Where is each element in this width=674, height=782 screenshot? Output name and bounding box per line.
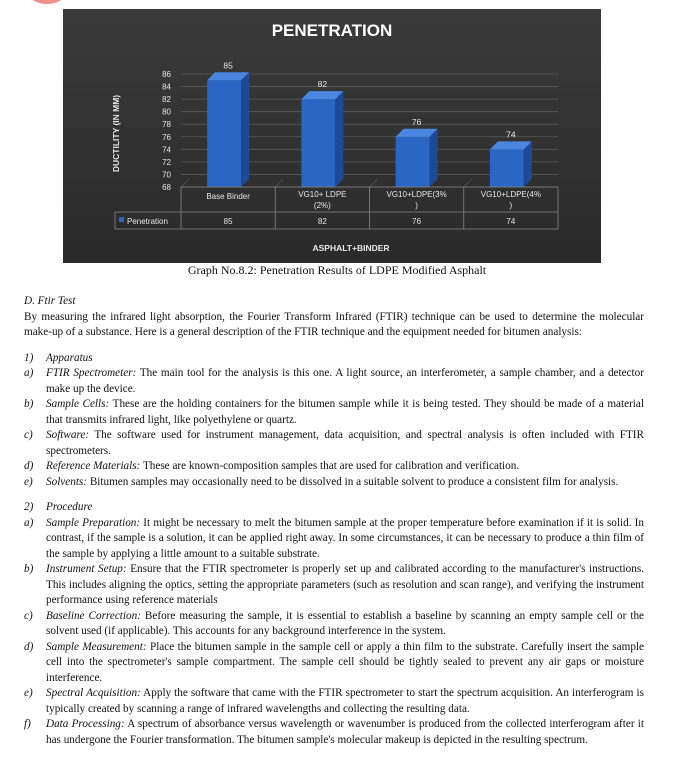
- apparatus-heading: [24, 351, 644, 367]
- bar: [396, 137, 430, 187]
- list-marker: a): [24, 516, 34, 529]
- list-term: Reference Materials:: [46, 460, 141, 472]
- floor-line: [370, 179, 378, 187]
- list-term: Spectral Acquisition:: [46, 687, 141, 699]
- y-tick-label: 84: [162, 82, 171, 92]
- list-text: These are known-composition samples that are used for calibration and verification.: [140, 460, 520, 472]
- y-tick-label: 74: [162, 145, 171, 155]
- x-tick-label: VG10+LDPE(3%: [386, 190, 447, 199]
- table-value: 74: [506, 217, 516, 226]
- bar: [490, 149, 524, 187]
- list-item: [24, 428, 644, 459]
- x-tick-label: Base Binder: [206, 192, 250, 201]
- chart-title: PENETRATION: [271, 21, 393, 40]
- data-label: 76: [411, 116, 422, 127]
- list-item: [24, 562, 644, 609]
- table-value: 85: [223, 217, 233, 226]
- list-text: A spectrum of absorbance versus wavelength or wavenumber is produced from the collected interferogram after it has undergone the Fourier transformation. The bitumen sample's molecular makeup is depicted in the resulting spectrum.: [46, 718, 644, 746]
- y-axis-label: DUCTILITY (IN MM): [111, 94, 121, 173]
- bar-side: [524, 141, 532, 187]
- list-marker: b): [24, 563, 34, 575]
- list-item: [24, 397, 644, 428]
- list-marker: c): [24, 429, 33, 441]
- legend-key: [119, 217, 124, 222]
- list-item: [24, 609, 644, 640]
- section-heading: D. Ftir Test: [24, 295, 76, 307]
- apparatus-title: Apparatus: [46, 351, 93, 364]
- list-marker: c): [24, 609, 33, 622]
- list-item: [24, 366, 644, 397]
- x-axis-label: ASPHALT+BINDER: [312, 243, 390, 253]
- floor-line: [464, 179, 472, 187]
- list-term: Software:: [46, 429, 90, 441]
- figure-caption: Graph No.8.2: Penetration Results of LDPE Modified Asphalt: [187, 263, 487, 277]
- list-marker: d): [24, 460, 34, 472]
- data-label: 82: [317, 79, 328, 90]
- legend-label: Penetration: [127, 217, 168, 226]
- y-tick-label: 68: [162, 183, 171, 192]
- x-tick-label: ): [415, 201, 418, 210]
- table-value: 82: [317, 217, 327, 226]
- bar-side: [430, 129, 438, 187]
- data-label: 85: [223, 60, 233, 71]
- list-item: [24, 459, 644, 475]
- list-term: Sample Preparation:: [46, 516, 141, 529]
- list-text: The main tool for the analysis is this one. A light source, an interferometer, a sample chamber, and a detector make up the device.: [46, 367, 644, 395]
- floor-line: [181, 179, 189, 187]
- list-term: Solvents:: [46, 475, 88, 488]
- x-tick-label: ): [509, 201, 513, 210]
- decorative-shape: [22, 0, 72, 4]
- list-term: Sample Measurement:: [46, 640, 147, 653]
- y-tick-label: 70: [162, 170, 171, 180]
- list-text: Apply the software that came with the FTIR spectrometer to start the spectrum acquisition. An interferogram is typically created by scanning a range of infrared wavelengths and collecting the resulting data.: [46, 687, 644, 715]
- procedure-marker: 2): [24, 501, 34, 513]
- chart-svg: [63, 9, 601, 263]
- bar-side: [335, 91, 343, 187]
- list-marker: e): [24, 475, 33, 488]
- apparatus-marker: 1): [24, 351, 34, 364]
- y-tick-label: 86: [162, 70, 171, 79]
- procedure-title: Procedure: [46, 501, 93, 513]
- list-term: Data Processing:: [46, 718, 125, 730]
- list-term: Instrument Setup:: [46, 563, 127, 575]
- list-text: Bitumen samples may occasionally need to be dissolved in a suitable solvent to produce a consistent film for analysis.: [87, 475, 619, 488]
- list-text: The software used for instrument management, data acquisition, and spectral analysis is often included with FTIR spectrometers.: [46, 429, 644, 457]
- apparatus-list: [24, 366, 644, 490]
- list-item: [24, 516, 644, 563]
- bar: [301, 99, 335, 187]
- document-body: [24, 294, 644, 748]
- list-text: It might be necessary to melt the bitumen sample at the proper temperature before examination if it is solid. In contrast, if the sample is a solution, it can be applied right away. In some circumstances, it can be necessary to produce a thin film of the sample by applying a little amount to a suitable substrate.: [46, 516, 645, 560]
- table-value: 76: [412, 217, 422, 226]
- y-tick-label: 82: [162, 95, 171, 105]
- list-text: Ensure that the FTIR spectrometer is properly set up and calibrated according to the manufacturer's instructions. This includes aligning the optics, setting the appropriate parameters (such as resolution and scan range), and verifying the instrument performance using reference materials: [46, 563, 645, 606]
- penetration-chart: [63, 9, 601, 263]
- bar-side: [241, 72, 249, 187]
- list-text: These are the holding containers for the bitumen sample while it is being tested. They should be made of a material that transmits infrared light, like polyethylene or quartz.: [46, 398, 644, 426]
- y-tick-label: 80: [162, 107, 171, 117]
- y-tick-label: 78: [162, 120, 171, 130]
- list-marker: b): [24, 398, 34, 410]
- list-item: [24, 640, 644, 687]
- bar: [207, 80, 241, 187]
- data-label: 74: [506, 129, 516, 140]
- procedure-list: [24, 516, 644, 749]
- floor-line: [275, 179, 283, 187]
- x-tick-label: (2%): [313, 201, 331, 210]
- list-text: Place the bitumen sample in the sample cell or apply a thin film to the substrate. Carefully insert the sample cell into the spectrometer's sample compartment. The sample cell should be tightly sealed to prevent any air gaps or moisture interference.: [46, 640, 644, 684]
- list-term: Sample Cells:: [46, 398, 110, 410]
- y-tick-label: 72: [162, 157, 171, 167]
- intro-paragraph: By measuring the infrared light absorption, the Fourier Transform Infrared (FTIR) technique can be used to determine the molecular make-up of a substance. Here is a general description of the FTIR technique and the equipment needed for bitumen analysis:: [24, 310, 644, 338]
- list-marker: f): [24, 718, 31, 730]
- list-term: FTIR Spectrometer:: [46, 367, 137, 379]
- list-marker: a): [24, 367, 34, 379]
- list-item: [24, 686, 644, 717]
- list-term: Baseline Correction:: [46, 609, 141, 622]
- y-tick-label: 76: [162, 132, 171, 142]
- x-tick-label: VG10+ LDPE: [298, 190, 347, 199]
- procedure-heading: [24, 500, 644, 516]
- list-item: [24, 717, 644, 748]
- list-text: Before measuring the sample, it is essential to establish a baseline by scanning an empty sample cell or the solvent used (if applicable). This accounts for any background interference in the system.: [46, 609, 645, 637]
- x-tick-label: VG10+LDPE(4%: [480, 190, 542, 199]
- list-marker: e): [24, 687, 33, 699]
- list-marker: d): [24, 640, 34, 653]
- list-item: [24, 475, 644, 491]
